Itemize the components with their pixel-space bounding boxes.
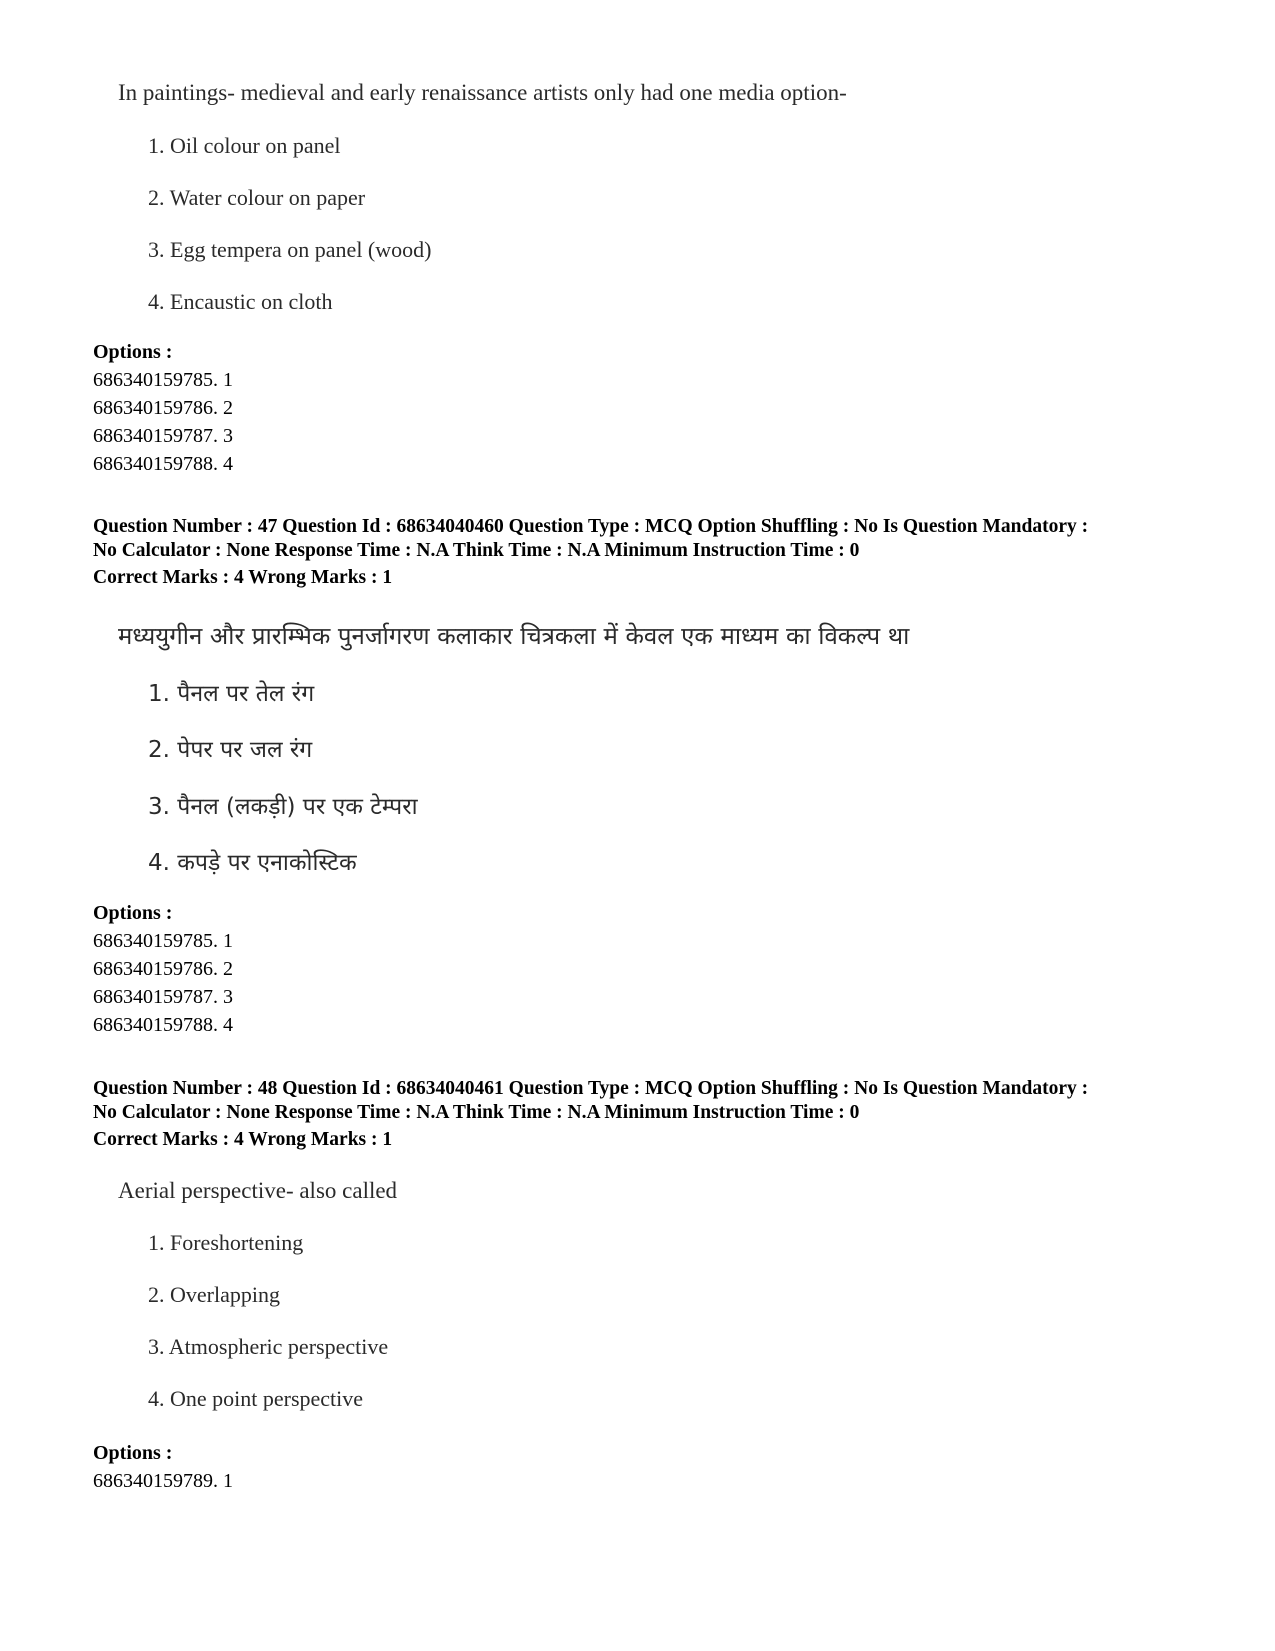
question-meta-line-2: No Calculator : None Response Time : N.A Think Time : N.A Minimum Instruction Time : 0 — [93, 540, 860, 561]
option-id-line: 686340159786. 2 — [93, 397, 233, 419]
options-label: Options : — [93, 341, 173, 363]
option-id-line: 686340159787. 3 — [93, 986, 233, 1008]
choice-2: 2. पेपर पर जल रंग — [148, 737, 313, 763]
question-stem: Aerial perspective- also called — [118, 1178, 398, 1203]
marks-line: Correct Marks : 4 Wrong Marks : 1 — [93, 567, 393, 588]
choice-1: 1. Foreshortening — [148, 1230, 304, 1255]
question-meta-line-2: No Calculator : None Response Time : N.A Think Time : N.A Minimum Instruction Time : 0 — [93, 1102, 860, 1123]
options-label: Options : — [93, 1442, 173, 1464]
choice-4: 4. Encaustic on cloth — [148, 289, 333, 314]
option-id-line: 686340159788. 4 — [93, 453, 233, 475]
option-id-line: 686340159788. 4 — [93, 1014, 233, 1036]
option-id-line: 686340159787. 3 — [93, 425, 233, 447]
choice-2: 2. Overlapping — [148, 1282, 280, 1307]
choice-1: 1. Oil colour on panel — [148, 133, 341, 158]
marks-line: Correct Marks : 4 Wrong Marks : 1 — [93, 1129, 393, 1150]
question-meta-line-1: Question Number : 48 Question Id : 68634040461 Question Type : MCQ Option Shuffling : No Is Question Mandatory : — [93, 1078, 1089, 1099]
option-id-line: 686340159786. 2 — [93, 958, 233, 980]
choice-1: 1. पैनल पर तेल रंग — [148, 681, 315, 707]
choice-3: 3. Egg tempera on panel (wood) — [148, 237, 432, 262]
choice-3: 3. पैनल (लकड़ी) पर एक टेम्परा — [148, 794, 418, 820]
option-id-line: 686340159785. 1 — [93, 930, 233, 952]
question-stem: मध्ययुगीन और प्रारम्भिक पुनर्जागरण कलाकार चित्रकला में केवल एक माध्यम का विकल्प था — [118, 622, 910, 650]
choice-3: 3. Atmospheric perspective — [148, 1334, 389, 1359]
question-meta-line-1: Question Number : 47 Question Id : 68634040460 Question Type : MCQ Option Shuffling : No Is Question Mandatory : — [93, 516, 1089, 537]
option-id-line: 686340159785. 1 — [93, 369, 233, 391]
choice-4: 4. कपड़े पर एनाकोस्टिक — [148, 850, 357, 876]
choice-4: 4. One point perspective — [148, 1386, 364, 1411]
option-id-line: 686340159789. 1 — [93, 1470, 233, 1492]
question-stem: In paintings- medieval and early renaissance artists only had one media option- — [118, 80, 847, 105]
options-label: Options : — [93, 902, 173, 924]
choice-2: 2. Water colour on paper — [148, 185, 366, 210]
